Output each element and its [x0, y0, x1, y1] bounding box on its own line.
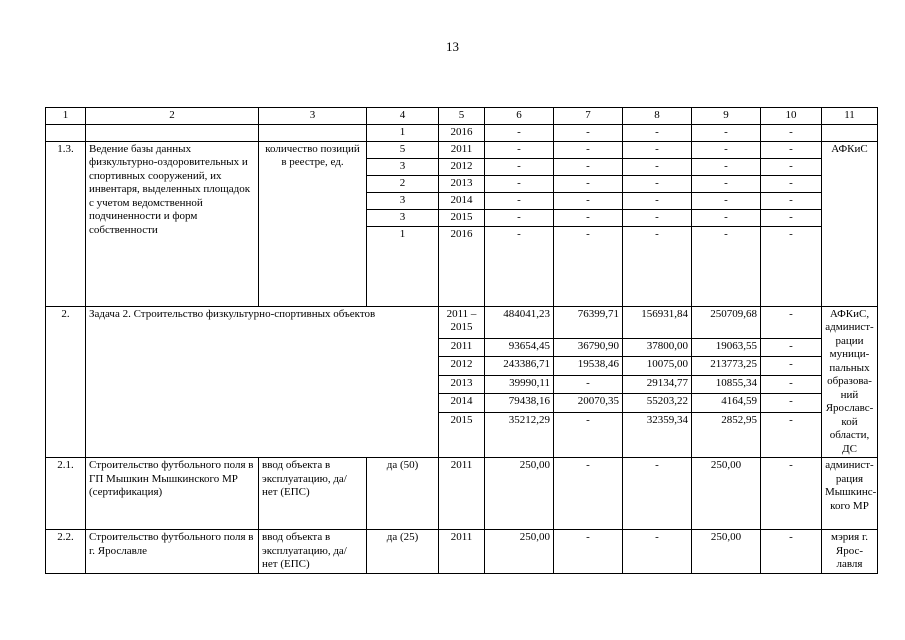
value-cell: -	[623, 141, 692, 158]
value-cell: -	[761, 158, 822, 175]
value-cell: -	[692, 209, 761, 226]
header-cell: 9	[692, 108, 761, 125]
value-cell: 37800,00	[623, 338, 692, 356]
header-cell: 8	[623, 108, 692, 125]
value-cell: 39990,11	[485, 375, 554, 393]
header-cell: 4	[367, 108, 439, 125]
indicator-value: 3	[367, 209, 439, 226]
value-cell: -	[692, 158, 761, 175]
header-cell: 6	[485, 108, 554, 125]
year-cell: 2014	[439, 394, 485, 412]
year-cell: 2011	[439, 338, 485, 356]
value-cell: 19538,46	[554, 357, 623, 375]
year-cell: 2016	[439, 226, 485, 306]
value-cell: -	[761, 175, 822, 192]
value-cell: -	[485, 141, 554, 158]
table-row	[46, 124, 878, 141]
value-cell: 250,00	[692, 458, 761, 530]
value-cell: -	[485, 158, 554, 175]
value-cell: 4164,59	[692, 394, 761, 412]
value-cell: -	[485, 192, 554, 209]
value-cell: 213773,25	[692, 357, 761, 375]
table-row	[46, 530, 878, 574]
header-cell: 1	[46, 108, 86, 125]
indicator-value: да (50)	[367, 458, 439, 530]
program-table	[45, 107, 878, 574]
value-cell: -	[761, 357, 822, 375]
value-cell: -	[761, 375, 822, 393]
year-cell: 2011	[439, 458, 485, 530]
page-number: 13	[446, 39, 459, 54]
value-cell: -	[761, 141, 822, 158]
year-cell: 2016	[439, 124, 485, 141]
value-cell: -	[761, 124, 822, 141]
header-cell: 11	[822, 108, 878, 125]
value-cell: 55203,22	[623, 394, 692, 412]
indicator-value: 2	[367, 175, 439, 192]
value-cell: -	[485, 175, 554, 192]
value-cell: 79438,16	[485, 394, 554, 412]
value-cell: 76399,71	[554, 306, 623, 338]
table-row	[46, 458, 878, 530]
value-cell: -	[761, 209, 822, 226]
value-cell: -	[623, 226, 692, 306]
value-cell: -	[692, 175, 761, 192]
header-cell: 5	[439, 108, 485, 125]
value-cell: -	[554, 124, 623, 141]
value-cell: 250,00	[692, 530, 761, 574]
header-cell: 3	[259, 108, 367, 125]
item-name: Строительство футбольного поля в ГП Мышкин Мышкинского МР (сертификация)	[86, 458, 259, 530]
item-number: 2.2.	[46, 530, 86, 574]
indicator-unit: ввод объекта в эксплуатацию, да/ нет (ЕПС)	[259, 530, 367, 574]
executor: АФКиС	[822, 141, 878, 306]
task-title: Задача 2. Строительство физкультурно-спортивных объектов	[86, 306, 439, 458]
item-number: 2.1.	[46, 458, 86, 530]
value-cell: 36790,90	[554, 338, 623, 356]
value-cell: -	[554, 412, 623, 457]
value-cell: -	[761, 226, 822, 306]
year-cell: 2015	[439, 209, 485, 226]
value-cell: -	[554, 530, 623, 574]
item-number: 2.	[46, 306, 86, 458]
value-cell: -	[761, 394, 822, 412]
executor: мэрия г. Ярос-лавля	[822, 530, 878, 574]
value-cell: 10075,00	[623, 357, 692, 375]
value-cell: -	[554, 375, 623, 393]
value-cell: -	[761, 412, 822, 457]
value-cell: 484041,23	[485, 306, 554, 338]
header-cell: 7	[554, 108, 623, 125]
value-cell: 19063,55	[692, 338, 761, 356]
value-cell: 20070,35	[554, 394, 623, 412]
value-cell: -	[485, 124, 554, 141]
value-cell: -	[554, 226, 623, 306]
indicator-value: 3	[367, 192, 439, 209]
indicator-value: 5	[367, 141, 439, 158]
value-cell: 93654,45	[485, 338, 554, 356]
item-number: 1.3.	[46, 141, 86, 306]
value-cell: 250709,68	[692, 306, 761, 338]
header-cell: 2	[86, 108, 259, 125]
value-cell: -	[761, 306, 822, 338]
year-cell: 2011 – 2015	[439, 306, 485, 338]
value-cell: -	[692, 141, 761, 158]
year-cell: 2013	[439, 175, 485, 192]
indicator-value: 1	[367, 226, 439, 306]
year-cell: 2015	[439, 412, 485, 457]
indicator-unit: количество позиций в реестре, ед.	[259, 141, 367, 306]
year-cell: 2012	[439, 357, 485, 375]
year-cell: 2011	[439, 530, 485, 574]
value-cell: 32359,34	[623, 412, 692, 457]
header-cell: 10	[761, 108, 822, 125]
value-cell: -	[485, 226, 554, 306]
indicator-value: да (25)	[367, 530, 439, 574]
value-cell: -	[554, 192, 623, 209]
value-cell: -	[554, 175, 623, 192]
value-cell: 243386,71	[485, 357, 554, 375]
item-name: Строительство футбольного поля в г. Ярославле	[86, 530, 259, 574]
value-cell: -	[692, 192, 761, 209]
value-cell: -	[692, 226, 761, 306]
item-name: Ведение базы данных физкультурно-оздоровительных и спортивных сооружений, их инвентаря, выделенных площадок с учетом ведомственной подчиненности и форм собственности	[86, 141, 259, 306]
executor: АФКиС, админист-рации муници-пальных образова-ний Ярославс-кой области, ДС	[822, 306, 878, 458]
value-cell: -	[623, 458, 692, 530]
table-row	[46, 141, 878, 158]
value-cell: -	[761, 192, 822, 209]
value-cell: -	[554, 458, 623, 530]
year-cell: 2014	[439, 192, 485, 209]
value-cell: 10855,34	[692, 375, 761, 393]
table-row	[46, 306, 878, 338]
value-cell: 250,00	[485, 458, 554, 530]
value-cell: -	[623, 124, 692, 141]
table-header-row	[46, 108, 878, 125]
value-cell: -	[623, 158, 692, 175]
value-cell: -	[761, 530, 822, 574]
value-cell: -	[623, 175, 692, 192]
value-cell: -	[623, 530, 692, 574]
value-cell: -	[623, 209, 692, 226]
value-cell: -	[761, 458, 822, 530]
indicator-unit: ввод объекта в эксплуатацию, да/ нет (ЕПС)	[259, 458, 367, 530]
executor: админист-рация Мышкинс-кого МР	[822, 458, 878, 530]
value-cell: 2852,95	[692, 412, 761, 457]
year-cell: 2013	[439, 375, 485, 393]
year-cell: 2011	[439, 141, 485, 158]
year-cell: 2012	[439, 158, 485, 175]
value-cell: 250,00	[485, 530, 554, 574]
value-cell: -	[485, 209, 554, 226]
value-cell: -	[554, 141, 623, 158]
indicator-value: 1	[367, 124, 439, 141]
value-cell: -	[554, 209, 623, 226]
value-cell: 35212,29	[485, 412, 554, 457]
value-cell: -	[554, 158, 623, 175]
value-cell: -	[761, 338, 822, 356]
value-cell: 29134,77	[623, 375, 692, 393]
indicator-value: 3	[367, 158, 439, 175]
value-cell: 156931,84	[623, 306, 692, 338]
value-cell: -	[692, 124, 761, 141]
value-cell: -	[623, 192, 692, 209]
